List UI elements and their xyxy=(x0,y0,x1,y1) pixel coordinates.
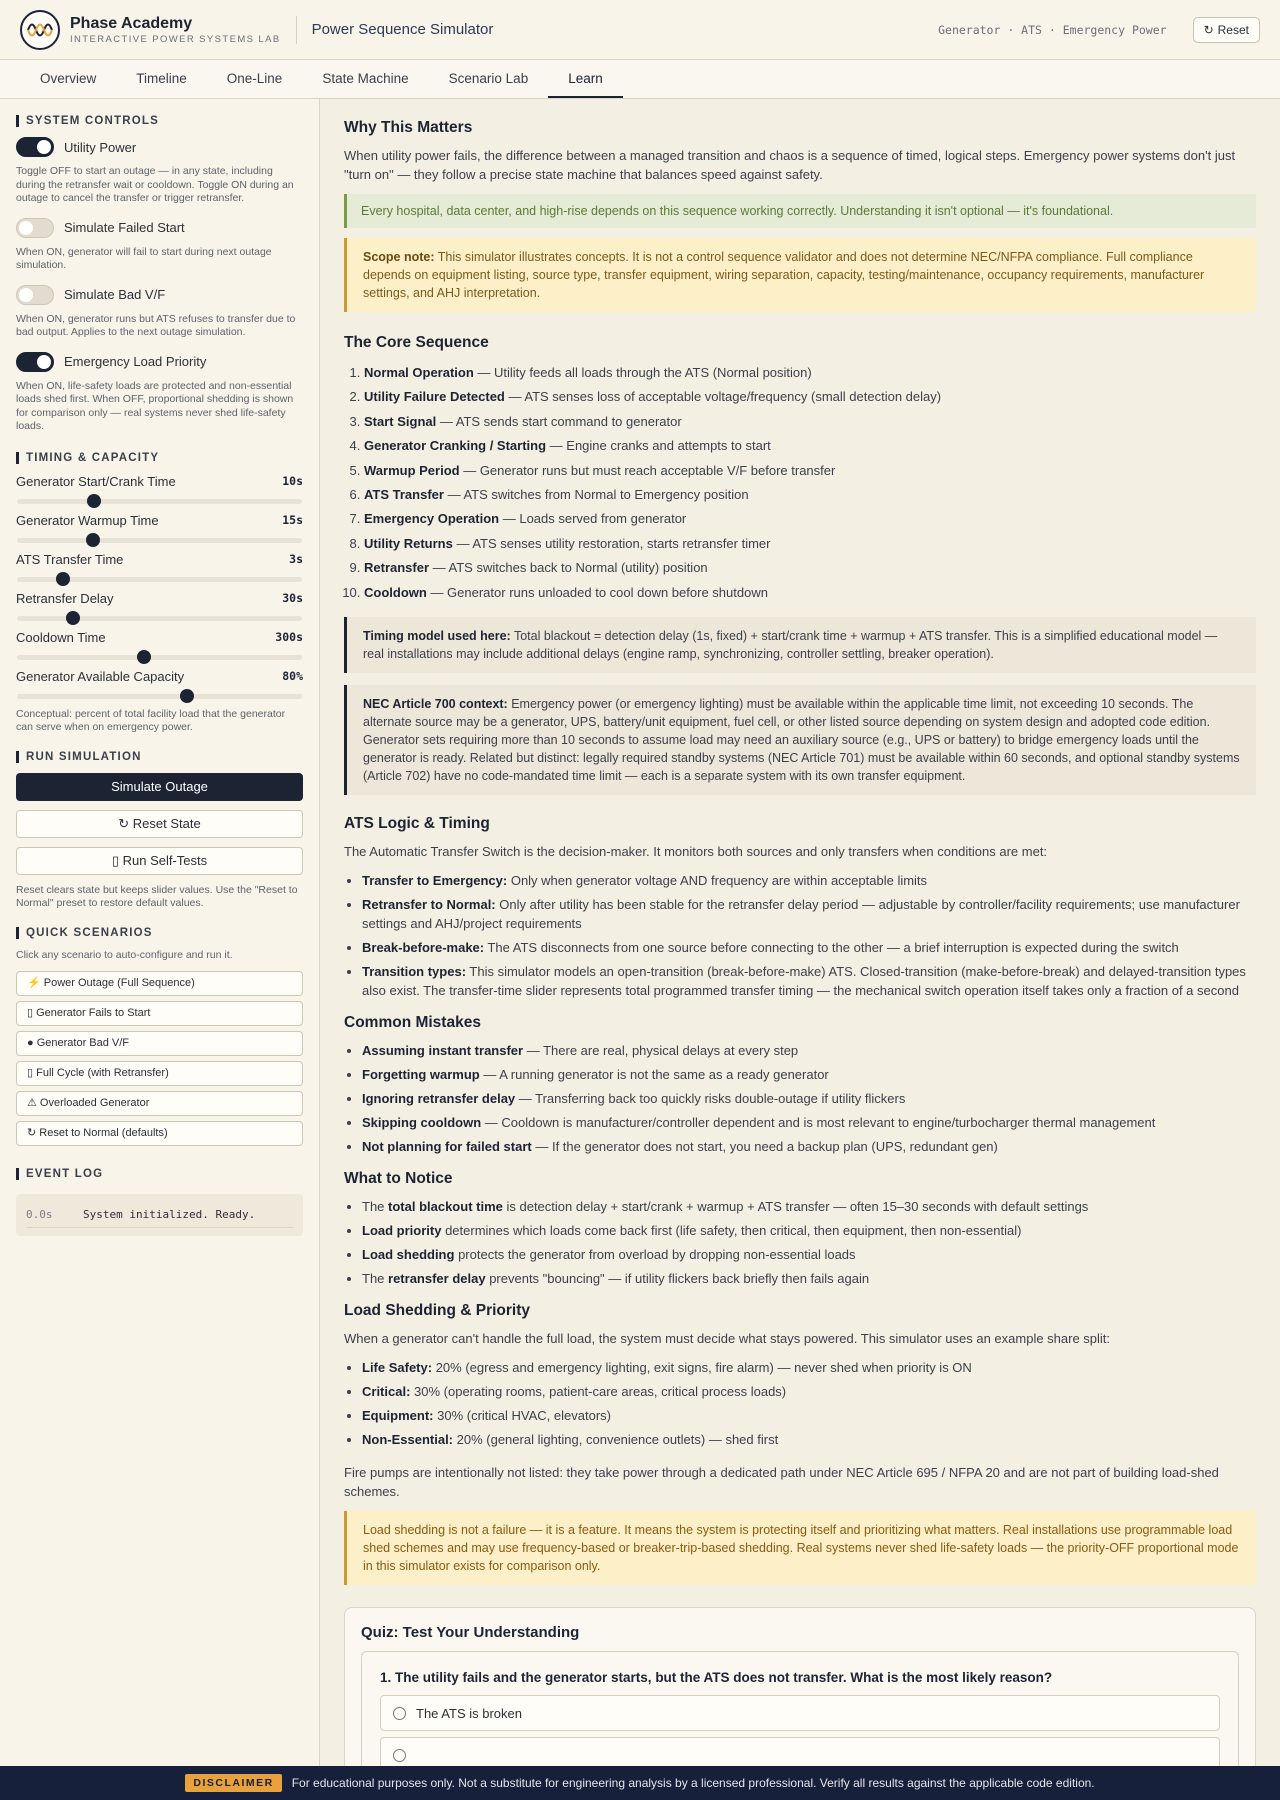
slider-value: 15s xyxy=(282,512,303,527)
scope-note-label: Scope note: xyxy=(363,250,435,264)
slider-label: Retransfer Delay xyxy=(16,590,114,606)
reset-state-button[interactable]: ↻ Reset State xyxy=(16,810,303,838)
tab-state-machine[interactable]: State Machine xyxy=(322,71,409,86)
slider-thumb[interactable] xyxy=(180,689,194,703)
scenario-gen-fails[interactable]: ▯ Generator Fails to Start xyxy=(16,1001,303,1026)
scenario-full-cycle[interactable]: ▯ Full Cycle (with Retransfer) xyxy=(16,1061,303,1086)
failed-start-help: When ON, generator will fail to start during next outage simulation. xyxy=(16,245,272,271)
run-help: Reset clears state but keeps slider values. Use the "Reset to Normal" preset to restore default values. xyxy=(16,883,298,909)
foundational-callout: Every hospital, data center, and high-rise depends on this sequence working correctly. Understanding it isn't optional — it's foundational. xyxy=(344,194,1256,228)
notice-item: • The retransfer delay prevents "bouncing" — if utility flickers back briefly then fails again xyxy=(362,1269,1256,1288)
shedding-body: When a generator can't handle the full load, the system must decide what stays powered. This simulator uses an example share split: xyxy=(344,1331,1111,1347)
radio-icon[interactable] xyxy=(393,1749,406,1762)
sequence-step: 3. Start Signal — ATS sends start command to generator xyxy=(364,410,1256,434)
slider-value: 300s xyxy=(275,629,303,644)
ats-rule: • Retransfer to Normal: Only after utility has been stable for the retransfer delay period — adjustable by controller/facility requirements; use manufacturer settings and AHJ/project requirements xyxy=(362,895,1256,933)
nec-note-label: NEC Article 700 context: xyxy=(363,697,508,712)
slider-track[interactable] xyxy=(17,655,302,660)
ats-body: The Automatic Transfer Switch is the decision-maker. It monitors both sources and only transfers when conditions are met: xyxy=(344,844,1048,860)
notice-item: • Load shedding protects the generator from overload by dropping non-essential loads xyxy=(362,1245,1256,1264)
timing-title: TIMING & CAPACITY xyxy=(16,452,303,464)
slider-track[interactable] xyxy=(17,577,302,582)
sequence-step: 6. ATS Transfer — ATS switches from Normal to Emergency position xyxy=(364,483,1256,507)
quiz xyxy=(344,1607,1256,1766)
brand-name: Phase Academy xyxy=(70,14,193,32)
notice-item: • The total blackout time is detection delay + start/crank + warmup + ATS transfer — often 15–30 seconds with default settings xyxy=(362,1197,1256,1216)
slider-thumb[interactable] xyxy=(56,572,70,586)
ats-rule: • Transition types: This simulator models an open-transition (break-before-make) ATS. Closed-transition (make-before-break) and delayed-transition types also exist. The transfer-time slider represents total programmed transfer timing — the mechanical switch operation itself takes only a fraction of a second xyxy=(362,962,1256,1000)
fire-pump-note: Fire pumps are intentionally not listed: they take power through a dedicated path under NEC Article 695 / NFPA 20 and are not part of building load-shed schemes. xyxy=(344,1465,1219,1500)
slider-thumb[interactable] xyxy=(86,533,100,547)
ats-title: ATS Logic & Timing xyxy=(344,815,490,833)
nec-note-text: Emergency power (or emergency lighting) must be available within the applicable time limit, not exceeding 10 seconds. The alternate source may be a generator, UPS, battery/unit equipment, fuel cell, or other listed source depending on system design and adopted code edition. Generator sets requiring more than 10 seconds to assume load may need an auxiliary source (e.g., UPS or battery) to bridge emergency loads until the generator is ready. Related but distinct: legally required standby systems (NEC Article 701) must be available within 60 seconds, and optional standby systems (Article 702) have no code-mandated time limit — each is a separate system with its own transfer equipment. xyxy=(363,697,1240,784)
slider-value: 80% xyxy=(282,668,303,683)
disclaimer-bar xyxy=(0,1766,1280,1800)
sequence-step: 1. Normal Operation — Utility feeds all loads through the ATS (Normal position) xyxy=(364,361,1256,385)
system-controls-title: SYSTEM CONTROLS xyxy=(16,115,303,127)
slider-retransfer xyxy=(16,591,303,621)
event-row xyxy=(26,1208,293,1228)
scope-note xyxy=(344,238,1256,312)
sequence-step: 4. Generator Cranking / Starting — Engine cranks and attempts to start xyxy=(364,434,1256,458)
load-priority-help: When ON, life-safety loads are protected and non-essential loads shed first. When OFF, proportional shedding is shown for comparison only — real systems never shed life-safety loads. xyxy=(16,379,294,432)
utility-power-toggle[interactable] xyxy=(16,137,54,157)
event-message: System initialized. Ready. xyxy=(83,1208,256,1221)
header-tagline: Generator · ATS · Emergency Power xyxy=(938,22,1167,37)
tab-overview[interactable]: Overview xyxy=(40,71,97,86)
load-priority-toggle[interactable] xyxy=(16,352,54,372)
run-sim-title: RUN SIMULATION xyxy=(16,751,303,763)
reset-button-label: Reset xyxy=(1217,22,1249,37)
app-title: Power Sequence Simulator xyxy=(311,21,494,38)
scenario-power-outage[interactable]: ⚡ Power Outage (Full Sequence) xyxy=(16,971,303,996)
quiz-option[interactable] xyxy=(380,1737,1220,1766)
mistakes-title: Common Mistakes xyxy=(344,1014,481,1032)
tab-scenario-lab[interactable]: Scenario Lab xyxy=(448,71,529,86)
scope-note-text: This simulator illustrates concepts. It is not a control sequence validator and does not determine NEC/NFPA compliance. Full compliance depends on equipment listing, source type, transfer equipment, wiring separation, capacity, testing/maintenance, occupancy requirements, manufacturer settings, and AHJ interpretation. xyxy=(363,250,1205,300)
learn-content xyxy=(320,99,1280,1766)
mistake-item: • Not planning for failed start — If the generator does not start, you need a backup plan (UPS, redundant gen) xyxy=(362,1137,1256,1156)
failed-start-toggle[interactable] xyxy=(16,218,54,238)
mistakes-list xyxy=(344,1041,1256,1156)
utility-power-label: Utility Power xyxy=(64,139,137,155)
disclaimer-badge: DISCLAIMER xyxy=(185,1774,281,1792)
notice-item: • Load priority determines which loads come back first (life safety, then critical, then equipment, then non-essential) xyxy=(362,1221,1256,1240)
ats-rule: • Transfer to Emergency: Only when generator voltage AND frequency are within acceptable limits xyxy=(362,871,1256,890)
timing-model-text: Total blackout = detection delay (1s, fixed) + start/crank time + warmup + ATS transfer. This is a simplified educational model — real installations may include additional delays (engine ramp, synchronizing, controller settling, breaker operation). xyxy=(363,629,1218,662)
event-log xyxy=(16,1194,303,1236)
load-tier: • Life Safety: 20% (egress and emergency lighting, exit signs, fire alarm) — never shed when priority is ON xyxy=(362,1358,1256,1377)
mistake-item: • Skipping cooldown — Cooldown is manufacturer/controller dependent and is most relevant to engine/turbocharger thermal management xyxy=(362,1113,1256,1132)
core-sequence-list xyxy=(344,361,1256,605)
nec-note xyxy=(344,685,1256,795)
core-sequence-title: The Core Sequence xyxy=(344,334,489,351)
quiz-title: Quiz: Test Your Understanding xyxy=(361,1624,580,1642)
slider-thumb[interactable] xyxy=(87,494,101,508)
slider-track[interactable] xyxy=(17,538,302,543)
radio-icon[interactable] xyxy=(393,1707,406,1720)
quick-scenarios-title: QUICK SCENARIOS xyxy=(16,927,303,939)
quiz-question-card xyxy=(361,1651,1239,1766)
slider-crank xyxy=(16,474,303,504)
slider-thumb[interactable] xyxy=(137,650,151,664)
ats-rule: • Break-before-make: The ATS disconnects from one source before connecting to the other — a brief interruption is expected during the switch xyxy=(362,938,1256,957)
bad-vf-toggle[interactable] xyxy=(16,285,54,305)
app-header xyxy=(0,0,1280,60)
tab-timeline[interactable]: Timeline xyxy=(136,71,187,86)
capacity-help: Conceptual: percent of total facility load that the generator can serve when on emergency power. xyxy=(16,707,286,733)
why-title: Why This Matters xyxy=(344,119,473,136)
sidebar xyxy=(0,99,320,1766)
ats-list xyxy=(344,871,1256,1000)
slider-capacity xyxy=(16,669,303,699)
slider-label: Generator Start/Crank Time xyxy=(16,473,176,489)
slider-warmup xyxy=(16,513,303,543)
tab-bar xyxy=(0,60,1280,99)
refresh-icon: ↻ xyxy=(1203,22,1214,37)
why-body: When utility power fails, the difference between a managed transition and chaos is a sequence of timed, logical steps. Emergency power systems don't just "turn on" — they follow a precise state machine that balances speed against safety. xyxy=(344,148,1236,182)
slider-track[interactable] xyxy=(17,499,302,504)
load-tier: • Non-Essential: 20% (general lighting, convenience outlets) — shed first xyxy=(362,1430,1256,1449)
brand-subtitle: INTERACTIVE POWER SYSTEMS LAB xyxy=(70,33,281,45)
self-tests-button[interactable]: ▯ Run Self-Tests xyxy=(16,847,303,875)
slider-cooldown xyxy=(16,630,303,660)
scenario-overloaded[interactable]: ⚠ Overloaded Generator xyxy=(16,1091,303,1116)
disclaimer-text: For educational purposes only. Not a substitute for engineering analysis by a licensed professional. Verify all results against the applicable code edition. xyxy=(291,1776,1095,1790)
load-priority-label: Emergency Load Priority xyxy=(64,354,207,369)
quiz-question: 1. The utility fails and the generator starts, but the ATS does not transfer. What is the most likely reason? xyxy=(380,1670,1053,1686)
mistake-item: • Forgetting warmup — A running generator is not the same as a ready generator xyxy=(362,1065,1256,1084)
shedding-title: Load Shedding & Priority xyxy=(344,1302,531,1320)
sequence-step: 8. Utility Returns — ATS senses utility restoration, starts retransfer timer xyxy=(364,532,1256,556)
slider-label: ATS Transfer Time xyxy=(16,551,124,567)
utility-power-help: Toggle OFF to start an outage — in any state, including during the retransfer wait or cooldown. Toggle ON during an outage to cancel the transfer or trigger retransfer. xyxy=(16,165,294,204)
sequence-step: 2. Utility Failure Detected — ATS senses loss of acceptable voltage/frequency (small detection delay) xyxy=(364,385,1256,409)
slider-label: Generator Available Capacity xyxy=(16,668,185,684)
failed-start-label: Simulate Failed Start xyxy=(64,220,185,235)
notice-title: What to Notice xyxy=(344,1170,453,1188)
sequence-step: 5. Warmup Period — Generator runs but must reach acceptable V/F before transfer xyxy=(364,459,1256,483)
bad-vf-help: When ON, generator runs but ATS refuses to transfer due to bad output. Applies to the next outage simulation. xyxy=(16,312,296,338)
quiz-option[interactable] xyxy=(380,1695,1220,1731)
slider-label: Generator Warmup Time xyxy=(16,512,159,528)
simulate-outage-button[interactable]: Simulate Outage xyxy=(16,773,303,801)
event-log-title: EVENT LOG xyxy=(16,1168,303,1180)
scenarios-help: Click any scenario to auto-configure and run it. xyxy=(16,948,233,961)
tab-one-line[interactable]: One-Line xyxy=(226,71,283,86)
slider-ats-transfer xyxy=(16,552,303,582)
shedding-list xyxy=(344,1358,1256,1449)
slider-track[interactable] xyxy=(17,616,302,621)
slider-value: 3s xyxy=(289,551,303,566)
brand xyxy=(70,15,281,45)
quiz-option-label: The ATS is broken xyxy=(416,1705,522,1721)
scenario-bad-vf[interactable]: ● Generator Bad V/F xyxy=(16,1031,303,1056)
mistake-item: • Ignoring retransfer delay — Transferring back too quickly risks double-outage if utility flickers xyxy=(362,1089,1256,1108)
sequence-step: 9. Retransfer — ATS switches back to Normal (utility) position xyxy=(364,556,1256,580)
timing-model-label: Timing model used here: xyxy=(363,629,511,644)
sequence-step: 10. Cooldown — Generator runs unloaded to cool down before shutdown xyxy=(364,581,1256,605)
timing-model-note xyxy=(344,617,1256,673)
event-time: 0.0s xyxy=(26,1208,53,1221)
shedding-callout: Load shedding is not a failure — it is a feature. It means the system is protecting itself and prioritizing what matters. Real installations use programmable load shed schemes and may use frequency-based or breaker-trip-based shedding. Real systems never shed life-safety loads — the priority-OFF proportional mode in this simulator exists for comparison only. xyxy=(344,1511,1256,1585)
slider-label: Cooldown Time xyxy=(16,629,106,645)
scenario-reset-normal[interactable]: ↻ Reset to Normal (defaults) xyxy=(16,1121,303,1146)
mistake-item: • Assuming instant transfer — There are real, physical delays at every step xyxy=(362,1041,1256,1060)
slider-thumb[interactable] xyxy=(66,611,80,625)
slider-track[interactable] xyxy=(17,694,302,699)
load-tier: • Equipment: 30% (critical HVAC, elevators) xyxy=(362,1406,1256,1425)
logo-icon xyxy=(20,10,60,50)
slider-value: 30s xyxy=(282,590,303,605)
load-tier: • Critical: 30% (operating rooms, patient-care areas, critical process loads) xyxy=(362,1382,1256,1401)
reset-button[interactable] xyxy=(1193,17,1260,43)
notice-list xyxy=(344,1197,1256,1288)
header-divider xyxy=(296,16,297,44)
bad-vf-label: Simulate Bad V/F xyxy=(64,287,166,302)
sequence-step: 7. Emergency Operation — Loads served from generator xyxy=(364,507,1256,531)
slider-value: 10s xyxy=(282,473,303,488)
tab-learn[interactable]: Learn xyxy=(548,60,623,98)
